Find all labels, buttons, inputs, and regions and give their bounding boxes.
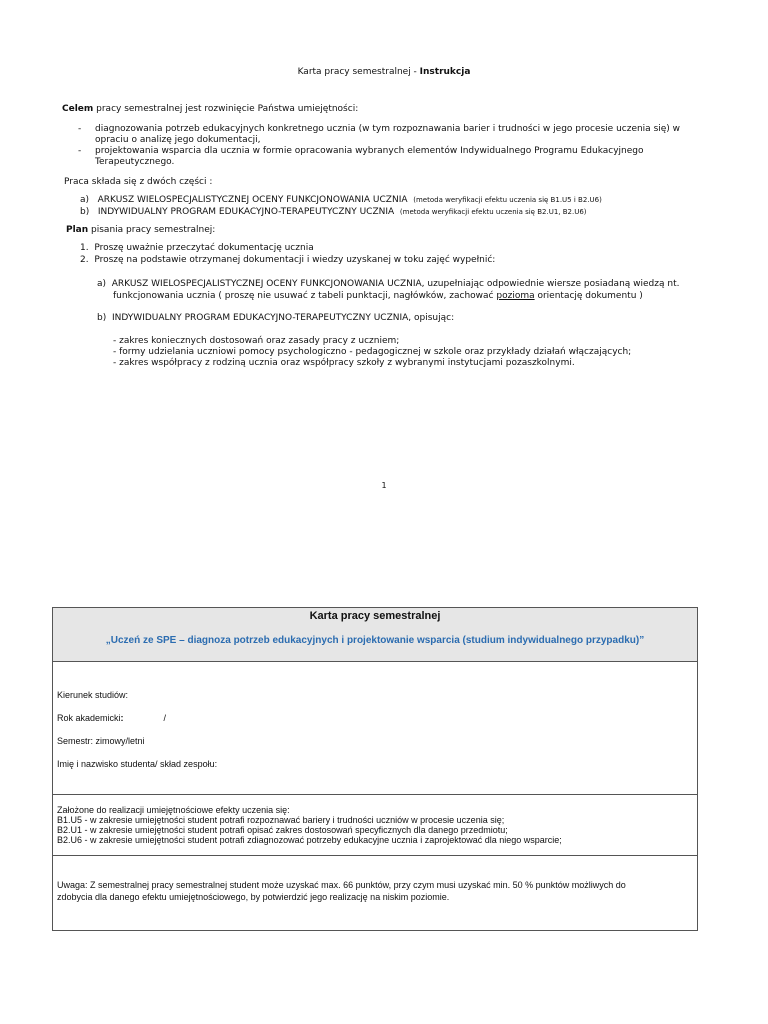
- student-info-section: [53, 662, 697, 795]
- sub-item-b: b) INDYWIDUALNY PROGRAM EDUKACYJNO-TERAPEUTYCZNY UCZNIA, opisując:: [97, 313, 455, 323]
- page-title: Karta pracy semestralnej - Instrukcja: [297, 67, 471, 77]
- card-subtitle: „Uczeń ze SPE – diagnoza potrzeb edukacyjnych i projektowanie wsparcia (studium indywidualnego przypadku)”: [105, 635, 645, 646]
- page-number: 1: [381, 481, 387, 490]
- part-item: b) INDYWIDUALNY PROGRAM EDUKACYJNO-TERAPEUTYCZNY UCZNIA (metoda weryfikacji efektu uczenia się B2.U1, B2.U6): [80, 207, 587, 217]
- field-student[interactable]: Imię i nazwisko studenta/ skład zespołu:: [57, 759, 218, 769]
- note-line: Uwaga: Z semestralnej pracy semestralnej student może uzyskać max. 66 punktów, przy czym musi uzyskać min. 50 % punktów możliwych do: [57, 880, 626, 890]
- outcome-item: B2.U1 - w zakresie umiejętności student potrafi opisać zakres dostosowań specyficznych dla danego przedmiotu;: [57, 825, 508, 835]
- sub-item-a: a) ARKUSZ WIELOSPECJALISTYCZNEJ OCENY FUNKCJONOWANIA UCZNIA, uzupełniając odpowiednie wiersze posiadaną wiedzą nt.: [97, 279, 680, 289]
- plan-step: 1. Proszę uważnie przeczytać dokumentację ucznia: [80, 243, 314, 253]
- card-header: [53, 608, 697, 662]
- goal-paragraph: Celem pracy semestralnej jest rozwinięcie Państwa umiejętności:: [62, 104, 359, 114]
- sub-b-item: - formy udzielania uczniowi pomocy psychologiczno - pedagogicznej w szkole oraz przykłady działań włączających;: [113, 347, 632, 357]
- outcomes-intro: Założone do realizacji umiejętnościowe efekty uczenia się:: [57, 805, 290, 815]
- field-year[interactable]: Rok akademicki: /: [57, 713, 167, 723]
- outcome-item: B2.U6 - w zakresie umiejętności student potrafi zdiagnozować potrzeby edukacyjne ucznia i zaprojektować dla niego wsparcie;: [57, 835, 562, 845]
- sub-b-item: - zakres współpracy z rodziną ucznia oraz współpracy szkoły z wybranymi instytucjami pozaszkolnymi.: [113, 358, 575, 368]
- work-card: [52, 607, 698, 931]
- note-line: zdobycia dla danego efektu umiejętnościowego, by potwierdzić jego realizację na niskim poziomie.: [57, 892, 450, 902]
- note-section: [53, 856, 697, 930]
- sub-item-a-cont: funkcjonowania ucznia ( proszę nie usuwać z tabeli punktacji, nagłówków, zachować pozioma orientację dokumentu ): [113, 291, 643, 301]
- field-direction[interactable]: Kierunek studiów:: [57, 690, 129, 700]
- field-semester[interactable]: Semestr: zimowy/letni: [57, 736, 145, 746]
- parts-intro: Praca składa się z dwóch części :: [64, 177, 213, 187]
- plan-paragraph: Plan pisania pracy semestralnej:: [66, 225, 216, 235]
- outcome-item: B1.U5 - w zakresie umiejętności student potrafi rozpoznawać bariery i trudności uczniów w procesie uczenia się;: [57, 815, 505, 825]
- card-title: Karta pracy semestralnej: [309, 610, 441, 622]
- outcomes-section: [53, 795, 697, 856]
- part-item: a) ARKUSZ WIELOSPECJALISTYCZNEJ OCENY FUNKCJONOWANIA UCZNIA (metoda weryfikacji efektu uczenia się B1.U5 i B2.U6): [80, 195, 602, 205]
- sub-b-item: - zakres koniecznych dostosowań oraz zasady pracy z uczniem;: [113, 336, 400, 346]
- plan-step: 2. Proszę na podstawie otrzymanej dokumentacji i wiedzy uzyskanej w toku zajęć wypełnić:: [80, 255, 496, 265]
